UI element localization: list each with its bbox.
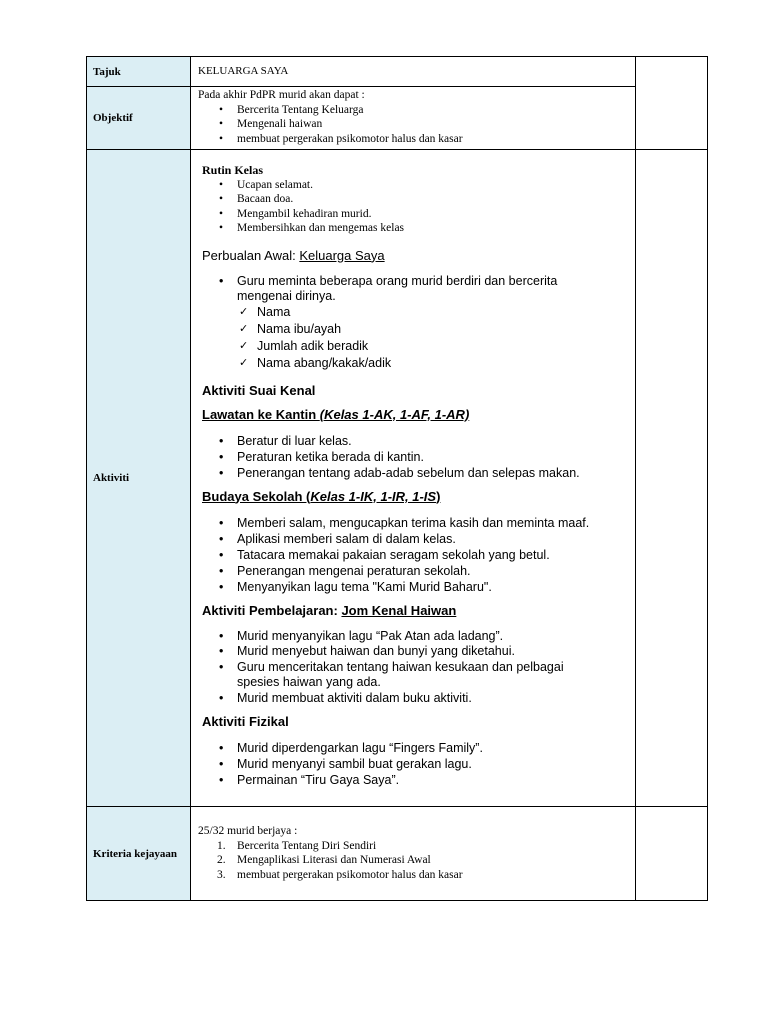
lawatan-item: • Beratur di luar kelas. bbox=[191, 433, 635, 449]
perbualan-checklist bbox=[191, 304, 635, 372]
perbualan-prefix: Perbualan Awal: bbox=[202, 247, 300, 263]
pembelajaran-item: • Murid membuat aktiviti dalam buku aktiviti. bbox=[191, 691, 635, 707]
kriteria-intro: 25/32 murid berjaya : bbox=[198, 825, 298, 837]
objektif-list bbox=[191, 103, 635, 147]
pembelajaran-item: • Murid menyebut haiwan dan bunyi yang diketahui. bbox=[191, 644, 635, 660]
check-item: ✓ Nama abang/kakak/adik bbox=[191, 355, 635, 372]
suai-kenal-heading: Aktiviti Suai Kenal bbox=[202, 382, 316, 398]
budaya-heading bbox=[202, 489, 635, 504]
rutin-item: • Membersihkan dan mengemas kelas bbox=[191, 221, 635, 236]
perbualan-item bbox=[191, 274, 635, 304]
check-item: ✓ Jumlah adik beradik bbox=[191, 338, 635, 355]
check-item: ✓ Nama bbox=[191, 304, 635, 321]
fizikal-heading: Aktiviti Fizikal bbox=[202, 714, 289, 729]
pembelajaran-item: • Murid menyanyikan lagu “Pak Atan ada ladang”. bbox=[191, 629, 635, 645]
lawatan-item: • Peraturan ketika berada di kantin. bbox=[191, 449, 635, 465]
pembelajaran-item3-line2: spesies haiwan yang ada. bbox=[237, 675, 381, 689]
kriteria-item bbox=[191, 868, 635, 883]
side-cell-kriteria bbox=[636, 807, 708, 901]
kriteria-num: 2. bbox=[217, 854, 226, 866]
pembelajaran-item3-line1: Guru menceritakan tentang haiwan kesukaan dan pelbagai bbox=[237, 659, 564, 674]
budaya-item: • Menyanyikan lagu tema "Kami Murid Baharu". bbox=[191, 579, 635, 595]
pembelajaran-item bbox=[191, 660, 635, 691]
rutin-heading: Rutin Kelas bbox=[202, 163, 264, 177]
label-tajuk: Tajuk bbox=[87, 57, 191, 87]
pembelajaran-list bbox=[191, 629, 635, 707]
rutin-item: • Mengambil kehadiran murid. bbox=[191, 207, 635, 222]
budaya-close: ) bbox=[436, 488, 441, 504]
budaya-item: • Penerangan mengenai peraturan sekolah. bbox=[191, 563, 635, 579]
side-cell-top bbox=[636, 57, 708, 150]
pembelajaran-prefix: Aktiviti Pembelajaran: bbox=[202, 602, 342, 618]
lawatan-title: Lawatan ke Kantin bbox=[202, 406, 320, 422]
budaya-item: • Memberi salam, mengucapkan terima kasih dan meminta maaf. bbox=[191, 515, 635, 531]
fizikal-item: • Murid diperdengarkan lagu “Fingers Family”. bbox=[191, 740, 635, 756]
objektif-item: • Mengenali haiwan bbox=[191, 117, 635, 132]
lawatan-item: • Penerangan tentang adab-adab sebelum dan selepas makan. bbox=[191, 465, 635, 481]
kriteria-text: Mengaplikasi Literasi dan Numerasi Awal bbox=[237, 854, 431, 866]
objektif-intro: Pada akhir PdPR murid akan dapat : bbox=[198, 89, 365, 101]
label-aktiviti: Aktiviti bbox=[87, 150, 191, 807]
perbualan-line1: Guru meminta beberapa orang murid berdiri dan bercerita bbox=[237, 273, 558, 288]
fizikal-item: • Murid menyanyi sambil buat gerakan lagu. bbox=[191, 756, 635, 772]
kriteria-item bbox=[191, 839, 635, 854]
budaya-classes: Kelas 1-IK, 1-IR, 1-IS bbox=[310, 488, 437, 504]
budaya-list bbox=[191, 515, 635, 595]
lesson-plan-table bbox=[86, 56, 708, 901]
budaya-title: Budaya Sekolah ( bbox=[202, 488, 311, 504]
perbualan-line2: mengenai dirinya. bbox=[237, 288, 336, 303]
perbualan-heading bbox=[202, 248, 635, 263]
fizikal-item: • Permainan “Tiru Gaya Saya”. bbox=[191, 772, 635, 788]
label-objektif: Objektif bbox=[87, 87, 191, 150]
objektif-cell bbox=[191, 87, 636, 150]
objektif-item: • Bercerita Tentang Keluarga bbox=[191, 103, 635, 118]
kriteria-cell bbox=[191, 807, 636, 901]
lawatan-heading bbox=[202, 407, 635, 422]
kriteria-text: Bercerita Tentang Diri Sendiri bbox=[237, 839, 377, 852]
check-item: ✓ Nama ibu/ayah bbox=[191, 321, 635, 338]
kriteria-item bbox=[191, 853, 635, 868]
lawatan-classes: (Kelas 1-AK, 1-AF, 1-AR) bbox=[319, 406, 470, 422]
side-cell-aktiviti bbox=[636, 150, 708, 807]
budaya-item: • Tatacara memakai pakaian seragam sekolah yang betul. bbox=[191, 547, 635, 563]
rutin-list bbox=[191, 178, 635, 236]
perbualan-list bbox=[191, 274, 635, 304]
budaya-item: • Aplikasi memberi salam di dalam kelas. bbox=[191, 531, 635, 547]
objektif-item: • membuat pergerakan psikomotor halus dan kasar bbox=[191, 132, 635, 147]
kriteria-num: 3. bbox=[217, 868, 226, 881]
tajuk-value: KELUARGA SAYA bbox=[191, 57, 636, 87]
kriteria-list bbox=[191, 839, 635, 883]
label-kriteria: Kriteria kejayaan bbox=[87, 807, 191, 901]
kriteria-text: membuat pergerakan psikomotor halus dan kasar bbox=[237, 868, 463, 881]
kriteria-num: 1. bbox=[217, 839, 226, 852]
rutin-item: • Ucapan selamat. bbox=[191, 178, 635, 193]
perbualan-topic: Keluarga Saya bbox=[299, 247, 385, 263]
lawatan-list bbox=[191, 433, 635, 481]
rutin-item: • Bacaan doa. bbox=[191, 192, 635, 207]
pembelajaran-heading bbox=[202, 603, 635, 618]
aktiviti-cell bbox=[191, 150, 636, 807]
fizikal-list bbox=[191, 740, 635, 788]
pembelajaran-topic: Jom Kenal Haiwan bbox=[341, 602, 457, 618]
